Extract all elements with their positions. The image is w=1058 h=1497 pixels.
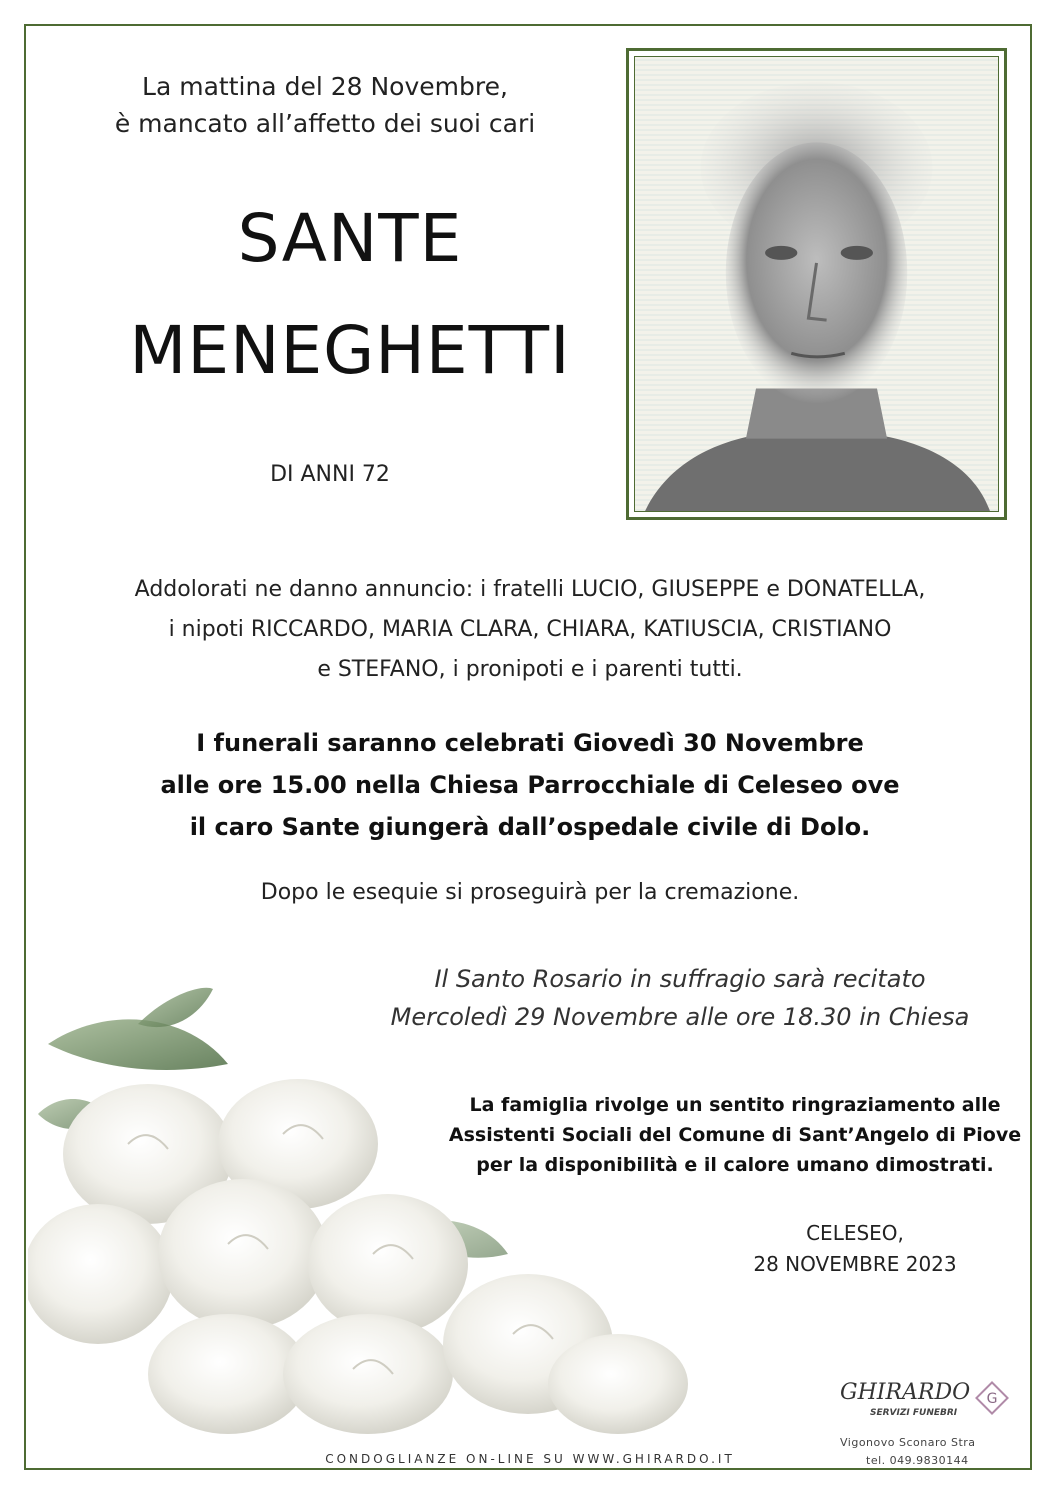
deceased-first-name: SANTE [237, 200, 463, 277]
date-text: 28 NOVEMBRE 2023 [753, 1252, 957, 1276]
svg-text:G: G [986, 1391, 998, 1407]
portrait-photo [634, 56, 999, 512]
deceased-age: DI ANNI 72 [270, 462, 390, 487]
announcement-line: i nipoti RICCARDO, MARIA CLARA, CHIARA, KATIUSCIA, CRISTIANO [168, 617, 892, 642]
portrait-illustration [635, 57, 998, 511]
funeral-details [40, 722, 1020, 848]
logo-name: GHIRARDO [840, 1380, 971, 1405]
logo-subtitle: SERVIZI FUNEBRI [870, 1408, 958, 1418]
funeral-line: alle ore 15.00 nella Chiesa Parrocchiale di Celeseo ove [160, 771, 900, 799]
funeral-home-logo [836, 1376, 1026, 1466]
logo-towns: Vigonovo Sconaro Stra [840, 1436, 976, 1449]
funeral-line: il caro Sante giungerà dall’ospedale civile di Dolo. [189, 813, 871, 841]
logo-phone: tel. 049.9830144 [866, 1454, 969, 1467]
roses-illustration [28, 984, 728, 1454]
funeral-line: I funerali saranno celebrati Giovedì 30 Novembre [196, 729, 864, 757]
thanks-line: La famiglia rivolge un sentito ringraziamento alle [469, 1094, 1001, 1116]
portrait-frame [626, 48, 1007, 520]
intro-line: è mancato all’affetto dei suoi cari [114, 109, 536, 138]
white-roses-image [28, 984, 728, 1454]
intro-text [60, 68, 590, 142]
place-and-date [700, 1218, 1010, 1280]
condolences-website: CONDOGLIANZE ON-LINE SU WWW.GHIRARDO.IT [325, 1452, 735, 1466]
logo-diamond-icon [974, 1380, 1010, 1416]
place-name: CELESEO, [806, 1221, 904, 1245]
thanks-line: Assistenti Sociali del Comune di Sant’Angelo di Piove [448, 1124, 1022, 1146]
announcement-line: Addolorati ne danno annuncio: i fratelli LUCIO, GIUSEPPE e DONATELLA, [134, 577, 926, 602]
thanks-line: per la disponibilità e il calore umano dimostrati. [476, 1154, 994, 1176]
announcement-text [40, 570, 1020, 690]
deceased-last-name: MENEGHETTI [129, 312, 571, 389]
thanks-message [440, 1090, 1030, 1180]
intro-line: La mattina del 28 Novembre, [142, 72, 508, 101]
rosary-line: Mercoledì 29 Novembre alle ore 18.30 in Chiesa [390, 1003, 970, 1031]
rosary-line: Il Santo Rosario in suffragio sarà recitato [434, 965, 926, 993]
cremation-note: Dopo le esequie si proseguirà per la cremazione. [260, 880, 800, 905]
announcement-line: e STEFANO, i pronipoti e i parenti tutti. [317, 657, 743, 682]
